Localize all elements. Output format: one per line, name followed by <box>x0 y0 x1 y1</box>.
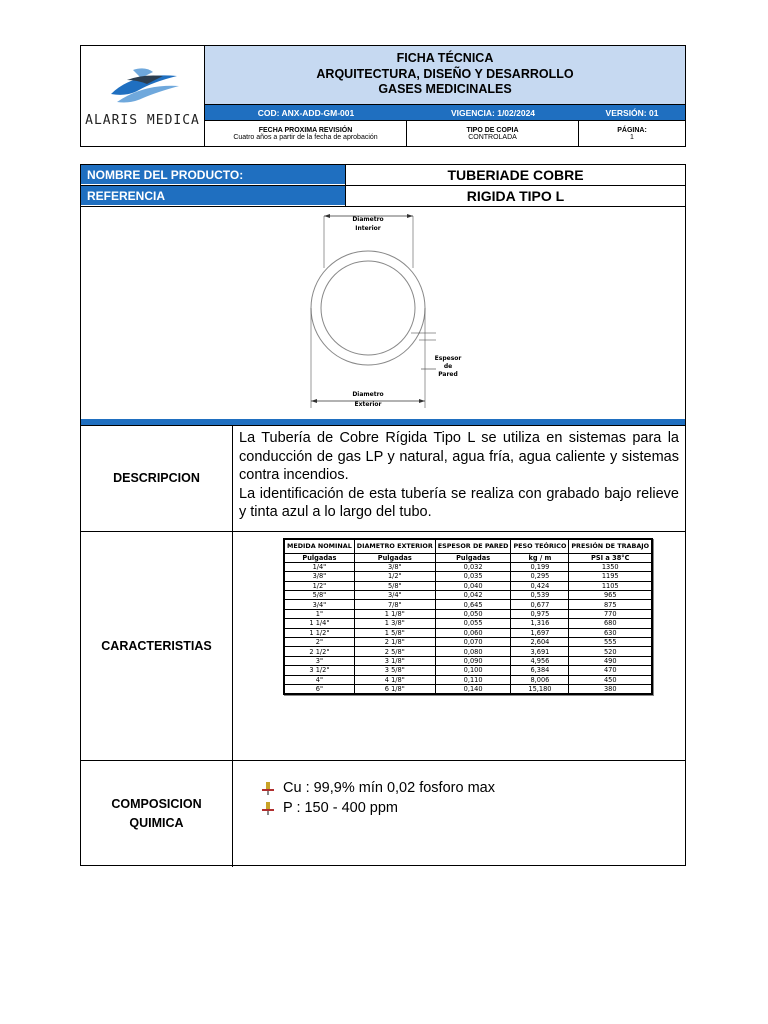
spec-row <box>284 572 652 581</box>
inner-diameter-label: Diametro <box>352 216 384 223</box>
document-header <box>80 45 686 147</box>
composition-label <box>81 761 233 867</box>
spec-row <box>284 619 652 628</box>
spec-cell: 0,070 <box>435 638 511 647</box>
description-paragraph-2: La identificación de esta tubería se realiza con grabado bajo relieve y tinta azul a lo largo del tubo. <box>239 485 679 520</box>
spec-cell: 1 1/8" <box>354 609 435 618</box>
spec-cell: 15,180 <box>511 684 569 694</box>
spec-cell: 6" <box>284 684 354 694</box>
next-review <box>205 121 407 146</box>
spec-header-row <box>284 539 652 553</box>
page-value: 1 <box>630 133 634 141</box>
spec-cell: 4 1/8" <box>354 675 435 684</box>
spec-unit-cell: Pulgadas <box>435 553 511 562</box>
spec-cell: 380 <box>569 684 652 694</box>
wall-thickness-label: Espesor <box>434 355 462 362</box>
spec-cell: 4,956 <box>511 656 569 665</box>
inner-diameter-label-2: Interior <box>355 225 381 232</box>
spec-row <box>284 562 652 571</box>
spec-cell: 1,316 <box>511 619 569 628</box>
composition-label-line-2: QUIMICA <box>129 816 184 830</box>
spec-header-cell: ESPESOR DE PARED <box>435 539 511 553</box>
spec-cell: 1/2" <box>354 572 435 581</box>
wall-thickness-label-2: de <box>443 363 453 370</box>
spec-header-cell: DIAMETRO EXTERIOR <box>354 539 435 553</box>
composition-list <box>233 761 685 867</box>
document-version: VERSIÓN: 01 <box>605 107 659 118</box>
outer-diameter-label: Diametro <box>352 391 384 398</box>
next-review-label: FECHA PROXIMA REVISIÓN <box>258 126 353 134</box>
page-label: PÁGINA: <box>617 126 647 134</box>
pushpin-bullet-icon <box>261 781 275 795</box>
spec-row <box>284 684 652 694</box>
composition-section <box>81 760 685 867</box>
product-name-row <box>81 165 685 186</box>
spec-cell: 0,050 <box>435 609 511 618</box>
page-number <box>579 121 685 146</box>
spec-cell: 1 5/8" <box>354 628 435 637</box>
wall-thickness-label-3: Pared <box>438 371 458 378</box>
spec-cell: 4" <box>284 675 354 684</box>
composition-item-text: P : 150 - 400 ppm <box>283 800 399 816</box>
spec-cell: 0,035 <box>435 572 511 581</box>
spec-cell: 630 <box>569 628 652 637</box>
spec-cell: 0,199 <box>511 562 569 571</box>
spec-cell: 2 1/2" <box>284 647 354 656</box>
spec-cell: 3 5/8" <box>354 666 435 675</box>
spec-header-cell: PESO TEÓRICO <box>511 539 569 553</box>
spec-cell: 0,110 <box>435 675 511 684</box>
composition-label-line-1: COMPOSICION <box>111 797 202 811</box>
spec-row <box>284 628 652 637</box>
description-label: DESCRIPCION <box>81 426 233 531</box>
spec-cell: 3" <box>284 656 354 665</box>
spec-row <box>284 581 652 590</box>
company-logo-icon <box>103 64 183 109</box>
spec-row <box>284 675 652 684</box>
reference-label: REFERENCIA <box>81 186 345 206</box>
spec-cell: 0,424 <box>511 581 569 590</box>
description-text <box>233 426 685 531</box>
title-line-3: GASES MEDICINALES <box>378 82 512 96</box>
pushpin-bullet-icon <box>261 801 275 815</box>
product-name-label: NOMBRE DEL PRODUCTO: <box>81 165 345 185</box>
spec-cell: 6,384 <box>511 666 569 675</box>
spec-cell: 1,697 <box>511 628 569 637</box>
spec-cell: 3/4" <box>284 600 354 609</box>
title-line-1: FICHA TÉCNICA <box>396 51 494 65</box>
spec-cell: 0,295 <box>511 572 569 581</box>
copy-type-label: TIPO DE COPIA <box>466 126 519 134</box>
pipe-cross-section-diagram <box>81 208 685 419</box>
spec-cell: 7/8" <box>354 600 435 609</box>
spec-header-cell: PRESIÓN DE TRABAJO <box>569 539 652 553</box>
spec-cell: 770 <box>569 609 652 618</box>
title-line-2: ARQUITECTURA, DISEÑO Y DESARROLLO <box>316 66 574 81</box>
spec-unit-cell: PSI a 38°C <box>569 553 652 562</box>
spec-cell: 1 3/8" <box>354 619 435 628</box>
spec-cell: 1350 <box>569 562 652 571</box>
spec-row <box>284 609 652 618</box>
document-title <box>205 46 685 104</box>
spec-cell: 2 1/8" <box>354 638 435 647</box>
spec-cell: 1105 <box>569 581 652 590</box>
spec-cell: 0,645 <box>435 600 511 609</box>
document-codes-bar <box>205 104 685 121</box>
logo-cell <box>81 46 205 146</box>
outer-diameter-label-2: Exterior <box>354 401 382 408</box>
product-name-value: TUBERIADE COBRE <box>345 165 685 185</box>
pipe-diagram-area <box>81 208 685 419</box>
spec-cell: 520 <box>569 647 652 656</box>
spec-cell: 1 1/4" <box>284 619 354 628</box>
spec-row <box>284 656 652 665</box>
spec-cell: 3/8" <box>284 572 354 581</box>
spec-cell: 490 <box>569 656 652 665</box>
spec-cell: 0,080 <box>435 647 511 656</box>
document-meta <box>205 121 685 146</box>
spec-cell: 0,100 <box>435 666 511 675</box>
specifications-table <box>283 538 653 695</box>
spec-unit-cell: Pulgadas <box>354 553 435 562</box>
spec-cell: 0,090 <box>435 656 511 665</box>
spec-cell: 1195 <box>569 572 652 581</box>
reference-value: RIGIDA TIPO L <box>345 186 685 206</box>
spec-cell: 0,539 <box>511 591 569 600</box>
spec-cell: 5/8" <box>284 591 354 600</box>
spec-cell: 5/8" <box>354 581 435 590</box>
description-section <box>81 425 685 531</box>
spec-cell: 0,060 <box>435 628 511 637</box>
spec-unit-cell: kg / m <box>511 553 569 562</box>
composition-item <box>261 798 685 818</box>
spec-cell: 8,006 <box>511 675 569 684</box>
spec-cell: 0,975 <box>511 609 569 618</box>
spec-row <box>284 666 652 675</box>
spec-cell: 470 <box>569 666 652 675</box>
spec-row <box>284 647 652 656</box>
spec-cell: 0,140 <box>435 684 511 694</box>
spec-row <box>284 591 652 600</box>
copy-type-value: CONTROLADA <box>468 133 517 141</box>
spec-unit-cell: Pulgadas <box>284 553 354 562</box>
spec-cell: 0,042 <box>435 591 511 600</box>
characteristics-label: CARACTERISTIAS <box>81 532 233 760</box>
spec-cell: 1/2" <box>284 581 354 590</box>
spec-cell: 680 <box>569 619 652 628</box>
spec-cell: 6 1/8" <box>354 684 435 694</box>
spec-cell: 2" <box>284 638 354 647</box>
spec-cell: 3 1/2" <box>284 666 354 675</box>
spec-row <box>284 600 652 609</box>
copy-type <box>407 121 579 146</box>
spec-cell: 3/4" <box>354 591 435 600</box>
spec-cell: 3/8" <box>354 562 435 571</box>
spec-cell: 1" <box>284 609 354 618</box>
spec-cell: 1/4" <box>284 562 354 571</box>
spec-row <box>284 638 652 647</box>
spec-cell: 0,677 <box>511 600 569 609</box>
product-sheet <box>80 164 686 866</box>
spec-header-cell: MEDIDA NOMINAL <box>284 539 354 553</box>
composition-item <box>261 778 685 798</box>
spec-unit-row <box>284 553 652 562</box>
spec-cell: 2,604 <box>511 638 569 647</box>
spec-cell: 0,055 <box>435 619 511 628</box>
spec-cell: 875 <box>569 600 652 609</box>
next-review-value: Cuatro años a partir de la fecha de aprobación <box>233 133 378 141</box>
spec-cell: 1 1/2" <box>284 628 354 637</box>
spec-cell: 450 <box>569 675 652 684</box>
document-validity: VIGENCIA: 1/02/2024 <box>450 107 536 118</box>
description-paragraph-1: La Tubería de Cobre Rígida Tipo L se utiliza en sistemas para la conducción de gas LP y natural, agua fría, agua caliente y sistemas contra incendios. <box>239 430 679 483</box>
company-name: ALARIS MEDICA <box>85 113 200 128</box>
spec-cell: 2 5/8" <box>354 647 435 656</box>
reference-row <box>81 186 685 207</box>
spec-cell: 3,691 <box>511 647 569 656</box>
spec-cell: 555 <box>569 638 652 647</box>
spec-cell: 965 <box>569 591 652 600</box>
composition-item-text: Cu : 99,9% mín 0,02 fosforo max <box>283 780 495 796</box>
spec-cell: 3 1/8" <box>354 656 435 665</box>
spec-cell: 0,040 <box>435 581 511 590</box>
spec-body <box>284 562 652 694</box>
spec-cell: 0,032 <box>435 562 511 571</box>
document-code: COD: ANX-ADD-GM-001 <box>257 107 355 118</box>
